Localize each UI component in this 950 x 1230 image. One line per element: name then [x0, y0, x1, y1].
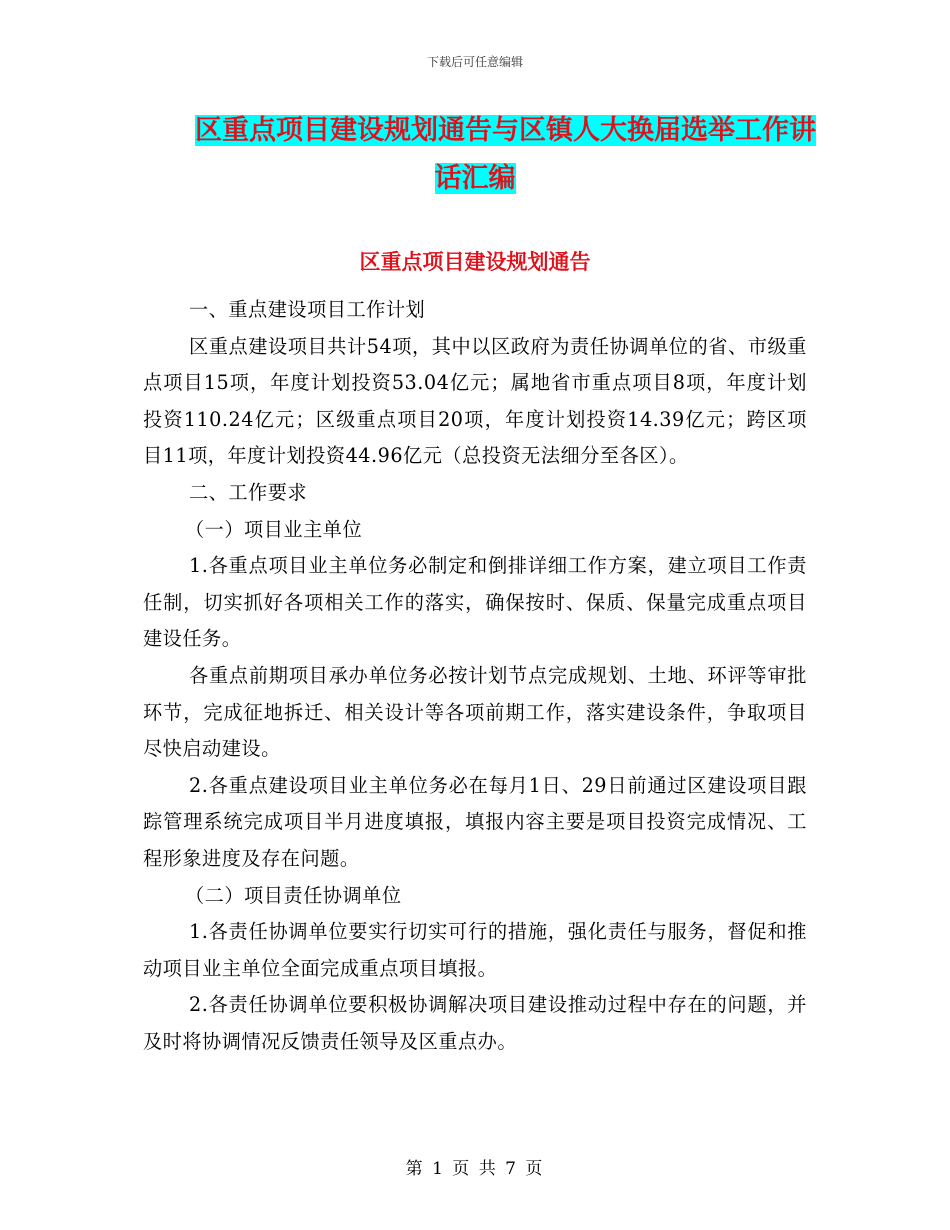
heading-requirements: 二、工作要求 — [189, 480, 308, 504]
section-title: 区重点项目建设规划通告 — [359, 250, 591, 274]
subheading-coordination-units: （二）项目责任协调单位 — [185, 883, 402, 907]
document-title — [143, 107, 816, 203]
paragraph-owner-1: 1.各重点项目业主单位务必制定和倒排详细工作方案，建立项目工作责任制，切实抓好各项相关工作的落实，确保按时、保质、保量完成重点项目建设任务。 — [143, 554, 807, 651]
header-note: 下载后可任意编辑 — [426, 55, 523, 69]
paragraph-coordination-2: 2.各责任协调单位要积极协调解决项目建设推动过程中存在的问题，并及时将协调情况反馈责任领导及区重点办。 — [143, 993, 807, 1053]
title-line-1: 区重点项目建设规划通告与区镇人大换届选举工作讲 — [195, 115, 816, 146]
subheading-owner-units: （一）项目业主单位 — [185, 517, 363, 541]
heading-plan: 一、重点建设项目工作计划 — [189, 298, 426, 321]
page-number-footer: 第 1 页 共 7 页 — [405, 1159, 545, 1179]
document-body — [143, 292, 807, 1060]
paragraph-owner-2: 2.各重点建设项目业主单位务必在每月1日、29日前通过区建设项目跟踪管理系统完成项目半月进度填报，填报内容主要是项目投资完成情况、工程形象进度及存在问题。 — [143, 773, 807, 870]
paragraph-owner-preliminary: 各重点前期项目承办单位务必按计划节点完成规划、土地、环评等审批环节，完成征地拆迁、相关设计等各项前期工作，落实建设条件，争取项目尽快启动建设。 — [143, 663, 807, 761]
title-line-2: 话汇编 — [434, 163, 516, 194]
paragraph-coordination-1: 1.各责任协调单位要实行切实可行的措施，强化责任与服务，督促和推动项目业主单位全面完成重点项目填报。 — [143, 920, 807, 980]
paragraph-plan-details: 区重点建设项目共计54项，其中以区政府为责任协调单位的省、市级重点项目15项，年度计划投资53.04亿元；属地省市重点项目8项，年度计划投资110.24亿元；区级重点项目20项，年度计划投资14.39亿元；跨区项目11项，年度计划投资44.96亿元（总投资无法细分至各区）。 — [143, 334, 807, 468]
